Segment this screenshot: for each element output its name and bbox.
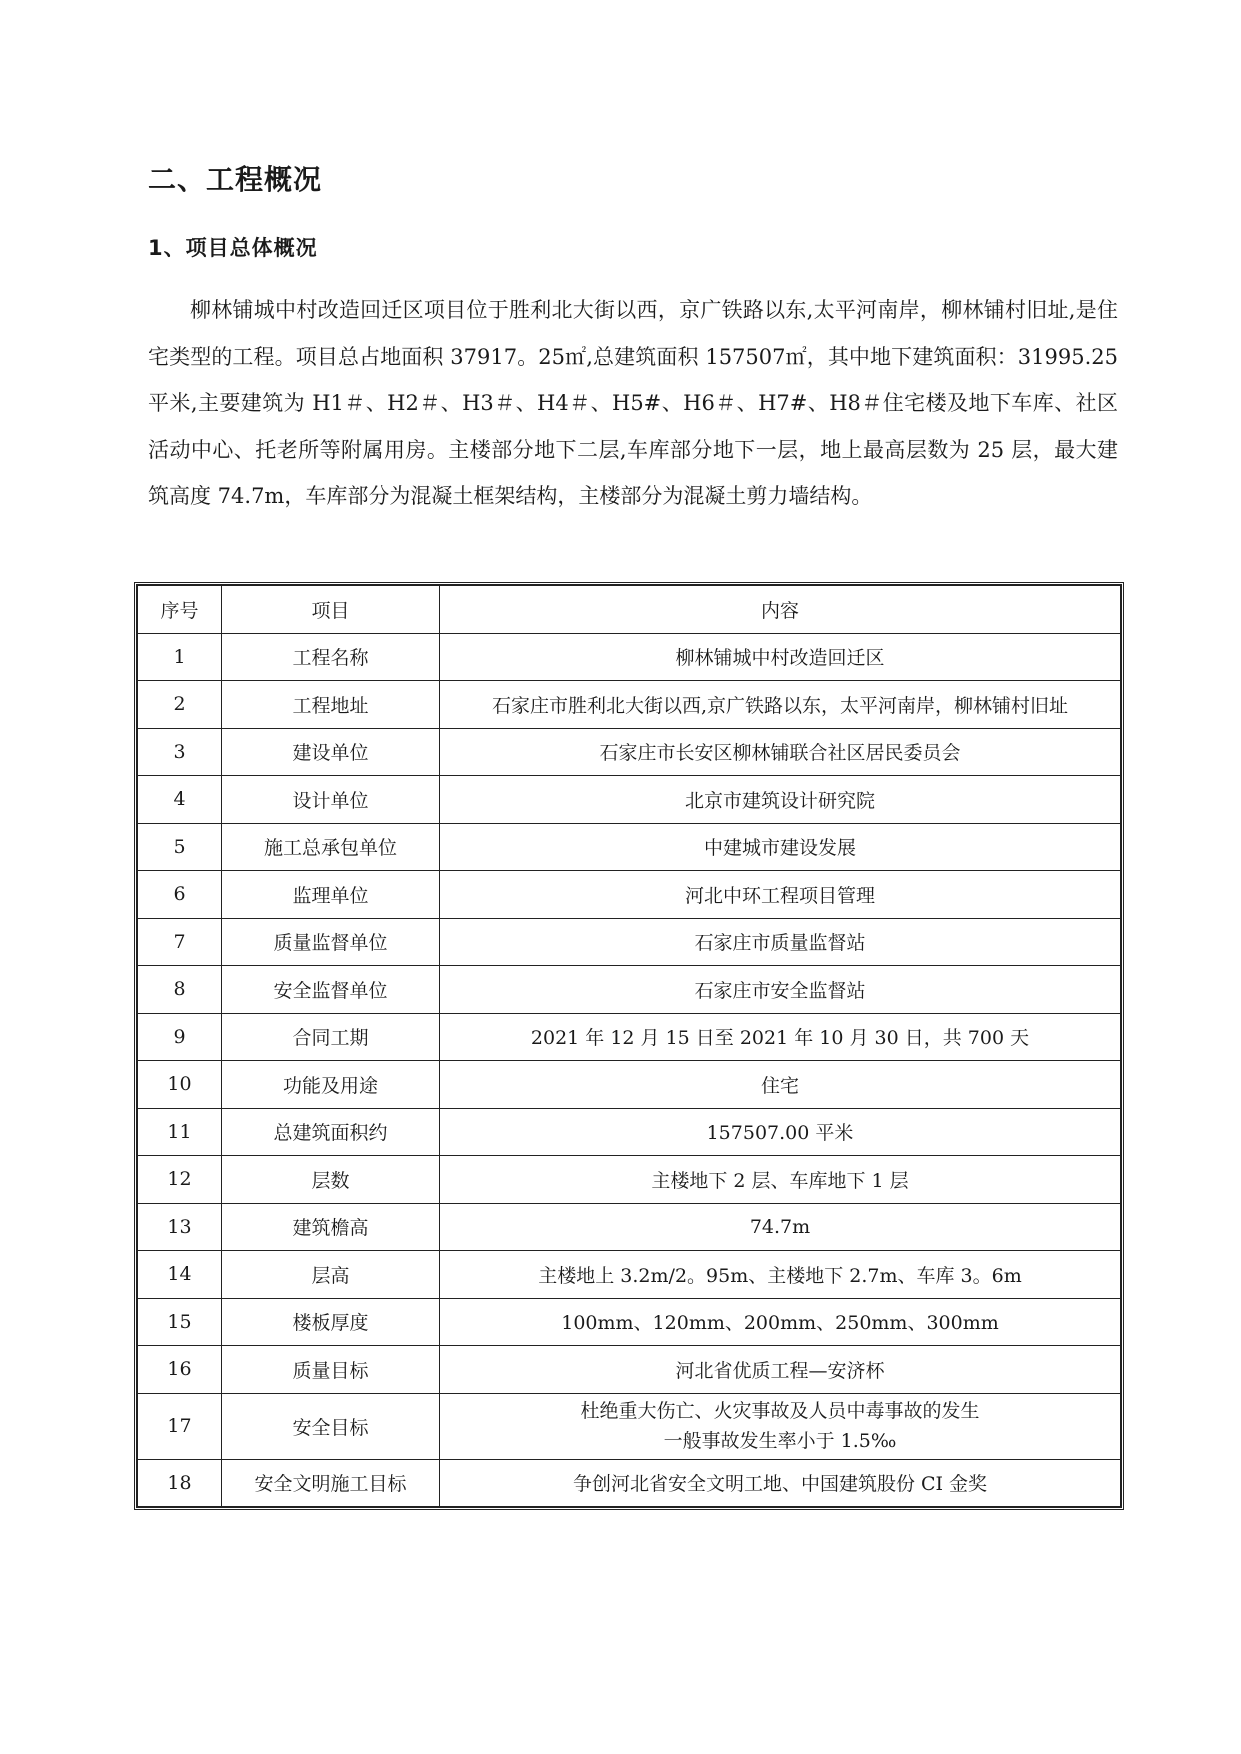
- row-content-line: 一般事故发生率小于 1.5‰: [663, 1430, 897, 1452]
- row-item: 总建筑面积约: [222, 1108, 440, 1156]
- table-row: [138, 1298, 1121, 1346]
- row-content: 74.7m: [440, 1203, 1121, 1251]
- table-row: [138, 1108, 1121, 1156]
- row-item: 层高: [222, 1251, 440, 1299]
- section-heading: 二、工程概况: [148, 163, 323, 196]
- row-content: 2021 年 12 月 15 日至 2021 年 10 月 30 日，共 700 天: [440, 1013, 1121, 1061]
- project-info-table: [137, 585, 1121, 1507]
- header-content: 内容: [440, 586, 1121, 634]
- row-item: 建筑檐高: [222, 1203, 440, 1251]
- table-row: [138, 966, 1121, 1014]
- row-content: 石家庄市安全监督站: [440, 966, 1121, 1014]
- row-no: 13: [138, 1203, 222, 1251]
- row-no: 2: [138, 681, 222, 729]
- row-item: 安全监督单位: [222, 966, 440, 1014]
- row-content: 石家庄市胜利北大街以西,京广铁路以东，太平河南岸，柳林铺村旧址: [440, 681, 1121, 729]
- row-content: 河北中环工程项目管理: [440, 871, 1121, 919]
- row-content: 中建城市建设发展: [440, 823, 1121, 871]
- row-content: 石家庄市长安区柳林铺联合社区居民委员会: [440, 728, 1121, 776]
- overview-paragraph: 柳林铺城中村改造回迁区项目位于胜利北大街以西，京广铁路以东,太平河南岸，柳林铺村旧址,是住宅类型的工程。项目总占地面积 37917。25㎡,总建筑面积 157507㎡，其中地下建筑面积：31995.25 平米,主要建筑为 H1＃、H2＃、H3＃、H4＃、H5#、H6＃、H7#、H8＃住宅楼及地下车库、社区活动中心、托老所等附属用房。主楼部分地下二层,车库部分地下一层，地上最高层数为 25 层，最大建筑高度 74.7m，车库部分为混凝土框架结构，主楼部分为混凝土剪力墙结构。: [148, 298, 1118, 508]
- row-item: 质量目标: [222, 1346, 440, 1394]
- project-info-table-frame: [134, 582, 1124, 1510]
- row-item: 安全文明施工目标: [222, 1459, 440, 1507]
- header-item: 项目: [222, 586, 440, 634]
- table-row: [138, 1203, 1121, 1251]
- row-item: 工程名称: [222, 633, 440, 681]
- row-no: 12: [138, 1156, 222, 1204]
- row-content: 157507.00 平米: [440, 1108, 1121, 1156]
- row-no: 15: [138, 1298, 222, 1346]
- row-no: 4: [138, 776, 222, 824]
- table-row: [138, 1346, 1121, 1394]
- row-content: 柳林铺城中村改造回迁区: [440, 633, 1121, 681]
- row-content: 100mm、120mm、200mm、250mm、300mm: [440, 1298, 1121, 1346]
- row-item: 施工总承包单位: [222, 823, 440, 871]
- row-item: 设计单位: [222, 776, 440, 824]
- table-row: [138, 681, 1121, 729]
- table-row: [138, 633, 1121, 681]
- row-item: 楼板厚度: [222, 1298, 440, 1346]
- row-no: 8: [138, 966, 222, 1014]
- table-row: [138, 918, 1121, 966]
- table-header-row: [138, 586, 1121, 634]
- row-item: 层数: [222, 1156, 440, 1204]
- row-content: 河北省优质工程—安济杯: [440, 1346, 1121, 1394]
- row-no: 18: [138, 1459, 222, 1507]
- row-item: 合同工期: [222, 1013, 440, 1061]
- row-content: [440, 1393, 1121, 1459]
- row-content-line: 杜绝重大伤亡、火灾事故及人员中毒事故的发生: [580, 1400, 980, 1422]
- row-no: 9: [138, 1013, 222, 1061]
- row-no: 5: [138, 823, 222, 871]
- row-no: 11: [138, 1108, 222, 1156]
- subsection-heading: 1、项目总体概况: [148, 236, 318, 260]
- row-content: 主楼地下 2 层、车库地下 1 层: [440, 1156, 1121, 1204]
- row-item: 安全目标: [222, 1393, 440, 1459]
- table-row: [138, 728, 1121, 776]
- row-content: 主楼地上 3.2m/2。95m、主楼地下 2.7m、车库 3。6m: [440, 1251, 1121, 1299]
- header-no: 序号: [138, 586, 222, 634]
- row-content: 石家庄市质量监督站: [440, 918, 1121, 966]
- row-content: 北京市建筑设计研究院: [440, 776, 1121, 824]
- table-row: [138, 1459, 1121, 1507]
- row-no: 17: [138, 1393, 222, 1459]
- table-row: [138, 776, 1121, 824]
- row-item: 功能及用途: [222, 1061, 440, 1109]
- table-row: [138, 1393, 1121, 1459]
- row-item: 建设单位: [222, 728, 440, 776]
- row-item: 质量监督单位: [222, 918, 440, 966]
- row-no: 6: [138, 871, 222, 919]
- table-row: [138, 1013, 1121, 1061]
- table-row: [138, 1251, 1121, 1299]
- row-no: 1: [138, 633, 222, 681]
- row-no: 10: [138, 1061, 222, 1109]
- row-item: 监理单位: [222, 871, 440, 919]
- table-row: [138, 1156, 1121, 1204]
- row-item: 工程地址: [222, 681, 440, 729]
- row-no: 14: [138, 1251, 222, 1299]
- row-no: 7: [138, 918, 222, 966]
- row-content: 住宅: [440, 1061, 1121, 1109]
- row-content: 争创河北省安全文明工地、中国建筑股份 CI 金奖: [440, 1459, 1121, 1507]
- table-row: [138, 1061, 1121, 1109]
- table-row: [138, 871, 1121, 919]
- table-row: [138, 823, 1121, 871]
- row-no: 16: [138, 1346, 222, 1394]
- row-no: 3: [138, 728, 222, 776]
